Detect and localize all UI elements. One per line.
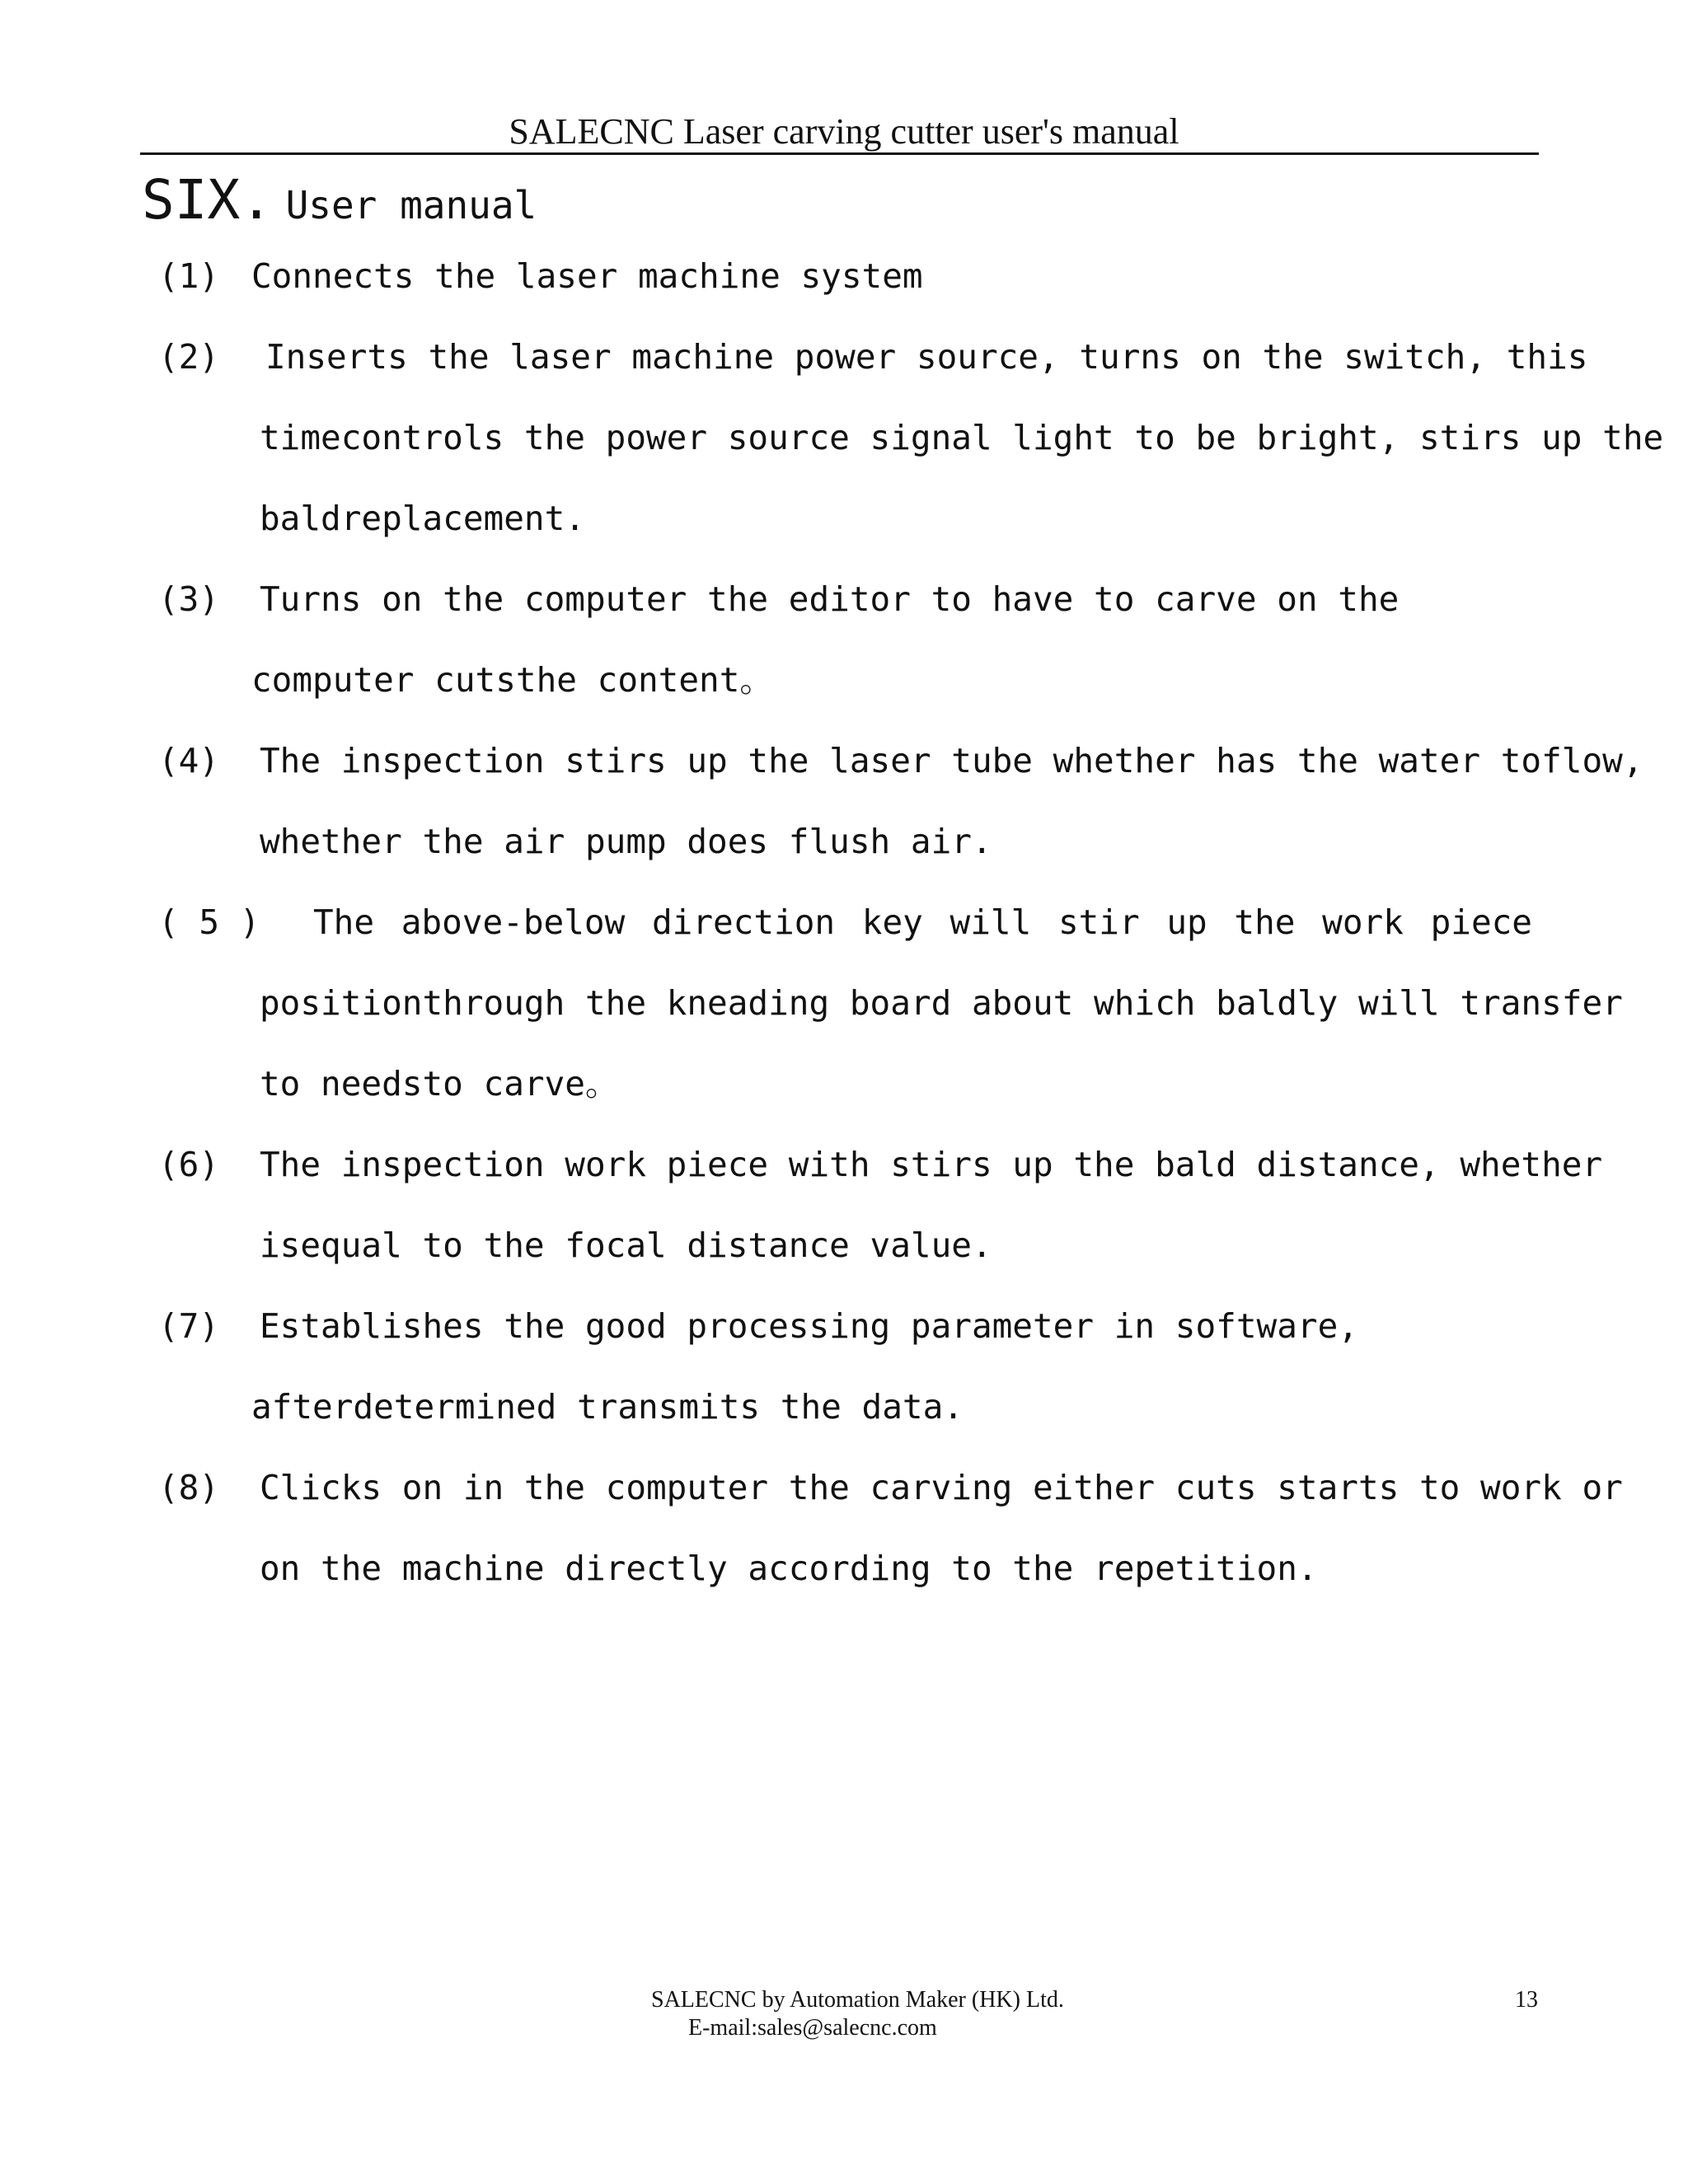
section-number: SIX. (142, 168, 273, 232)
step-text-line: positionthrough the kneading board about which baldly will transfer (260, 983, 1623, 1023)
step-number: (1) (158, 256, 220, 296)
footer-company: SALECNC by Automation Maker (HK) Ltd. (651, 1987, 1064, 2013)
step-text-line: isequal to the focal distance value. (260, 1226, 992, 1265)
step-text-line: baldreplacement. (260, 499, 585, 538)
section-heading (142, 163, 537, 237)
step-text-line: Connects the laser machine system (251, 256, 923, 296)
step-text-line: The inspection stirs up the laser tube whether has the water toflow, (260, 741, 1643, 780)
step-text-line: Clicks on in the computer the carving either cuts starts to work or (260, 1468, 1623, 1507)
step-text-line: on the machine directly according to the repetition. (260, 1549, 1318, 1588)
footer-email: E-mail:sales@salecnc.com (688, 2015, 937, 2041)
step-text-line: afterdetermined transmits the data. (251, 1387, 964, 1427)
step-text-line: Turns on the computer the editor to have to carve on the (260, 579, 1400, 619)
header-title: SALECNC Laser carving cutter user's manual (509, 111, 1179, 152)
step-text-line: Inserts the laser machine power source, turns on the switch, this (265, 337, 1588, 377)
header-divider (140, 152, 1539, 155)
step-number: ( 5 ) (158, 902, 260, 942)
step-number: (3) (158, 579, 220, 619)
step-text-line: The above-below direction key will stir up the work piece (313, 902, 1532, 942)
step-text-line: The inspection work piece with stirs up the bald distance, whether (260, 1145, 1603, 1184)
step-text-line: whether the air pump does flush air. (260, 822, 992, 861)
section-title: User manual (285, 183, 537, 227)
step-text-line: timecontrols the power source signal light to be bright, stirs up the (260, 418, 1664, 457)
step-number: (6) (158, 1145, 220, 1184)
step-number: (7) (158, 1306, 220, 1346)
step-text-line: computer cutsthe content。 (251, 660, 774, 700)
step-text-line: to needsto carve。 (260, 1064, 619, 1104)
step-number: (8) (158, 1468, 220, 1507)
page-number: 13 (1515, 1987, 1538, 2013)
step-number: (2) (158, 337, 220, 377)
step-number: (4) (158, 741, 220, 780)
step-text-line: Establishes the good processing parameter in software, (260, 1306, 1358, 1346)
